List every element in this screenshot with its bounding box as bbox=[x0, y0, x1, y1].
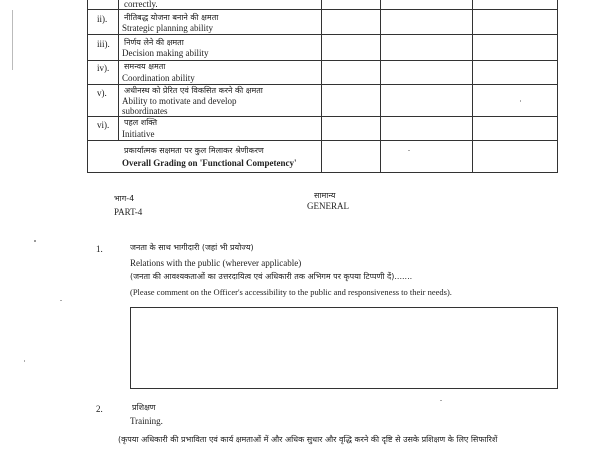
part-label-english: PART-4 bbox=[114, 207, 143, 217]
section-title-english: Relations with the public (wherever applicable) bbox=[130, 258, 302, 268]
scan-artifact bbox=[520, 100, 521, 102]
scan-artifact bbox=[34, 240, 36, 242]
section-title-english: Training. bbox=[130, 416, 163, 426]
row-number: ii). bbox=[97, 14, 108, 24]
row-label-english: Initiative bbox=[122, 129, 155, 139]
row-label-hindi: समन्वय क्षमता bbox=[124, 62, 166, 71]
table-col-divider bbox=[118, 0, 119, 140]
table-row-divider bbox=[87, 34, 558, 35]
row-number: iv). bbox=[97, 63, 110, 73]
table-row-divider bbox=[87, 116, 558, 117]
scan-artifact bbox=[24, 360, 25, 362]
overall-grading-hindi: प्रकार्यात्मक सक्षमता पर कुल मिलाकर श्रेणीकरण bbox=[124, 146, 264, 155]
table-row-divider bbox=[87, 140, 558, 141]
table-col-divider bbox=[380, 0, 381, 172]
table-col-divider bbox=[472, 0, 473, 172]
overall-grading-english: Overall Grading on 'Functional Competency' bbox=[122, 158, 297, 168]
row-label-english: Decision making ability bbox=[122, 48, 209, 58]
row-label-english: Coordination ability bbox=[122, 73, 195, 83]
row-number: v). bbox=[97, 88, 107, 98]
scan-artifact bbox=[60, 300, 62, 301]
row-label-hindi: निर्णय लेने की क्षमता bbox=[124, 38, 184, 47]
table-border-left bbox=[87, 0, 88, 172]
row-number: vi). bbox=[97, 120, 110, 130]
part-title-hindi: सामान्य bbox=[314, 191, 336, 200]
table-border-right bbox=[557, 0, 558, 172]
section-note-hindi: (जनता की आवश्यकताओं का उत्तरदायित्व एवं अधिकारी तक अभिगम पर कृपया टिप्पणी दें)....... bbox=[130, 272, 413, 281]
table-border-bottom bbox=[87, 172, 558, 173]
row-label-english: Strategic planning ability bbox=[122, 23, 213, 33]
section-note-hindi: (कृपया अधिकारी की प्रभाविता एवं कार्य क्षमताओं में और अधिक सुधार और वृद्धि करने की दृष्टि से उसके प्रशिक्षण के लिए सिफारिशें bbox=[118, 435, 498, 444]
part-title-english: GENERAL bbox=[307, 201, 349, 211]
section-number: 1. bbox=[96, 244, 103, 254]
row-label-english-line2: subordinates bbox=[122, 106, 168, 116]
scan-artifact bbox=[12, 10, 13, 70]
scan-artifact bbox=[440, 400, 442, 401]
row-continuation-text: correctly. bbox=[124, 0, 158, 9]
section-title-hindi: जनता के साथ भागीदारी (जहां भी प्रयोज्य) bbox=[130, 243, 254, 252]
row-number: iii). bbox=[97, 39, 110, 49]
section-note-english: (Please comment on the Officer's accessibility to the public and responsiveness to their needs). bbox=[130, 287, 452, 297]
comment-box[interactable] bbox=[130, 307, 558, 389]
section-title-hindi: प्रशिक्षण bbox=[132, 403, 156, 412]
table-col-divider bbox=[321, 0, 322, 172]
row-label-hindi: पहल शक्ति bbox=[124, 118, 158, 127]
table-row-divider bbox=[87, 9, 558, 10]
row-label-english: Ability to motivate and develop bbox=[122, 96, 237, 106]
row-label-hindi: नीतिबद्ध योजना बनाने की क्षमता bbox=[124, 13, 219, 22]
section-number: 2. bbox=[96, 404, 103, 414]
part-label-hindi: भाग-4 bbox=[114, 194, 135, 203]
scan-artifact bbox=[408, 150, 410, 151]
row-label-hindi: अधीनस्थ को प्रेरित एवं विकसित करने की क्षमता bbox=[124, 86, 263, 95]
